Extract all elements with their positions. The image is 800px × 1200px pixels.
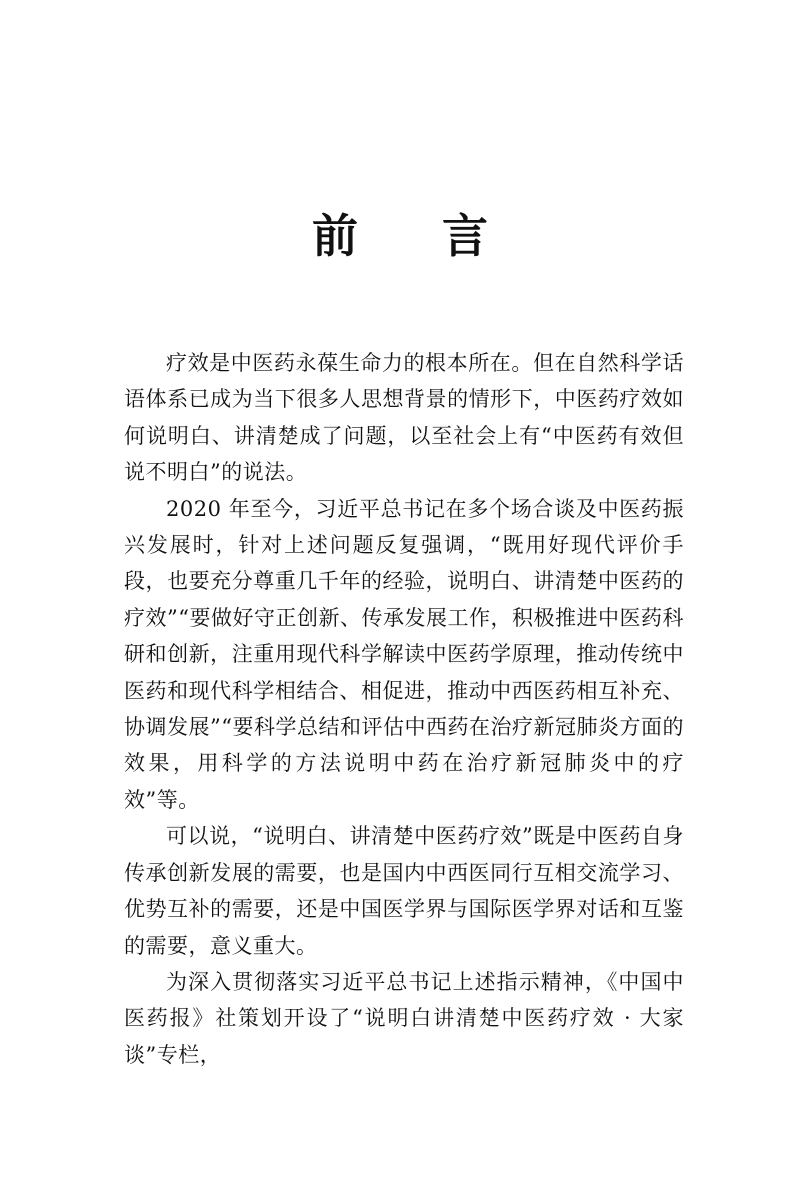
paragraph-1: 疗效是中医药永葆生命力的根本所在。但在自然科学话语体系已成为当下很多人思想背景的情形下，中医药疗效如何说明白、讲清楚成了问题，以至社会上有“中医药有效但说不明白”的说法。: [124, 351, 684, 485]
paragraph-3: 可以说，“说明白、讲清楚中医药疗效”既是中医药自身传承创新发展的需要，也是国内中西医同行互相交流学习、优势互补的需要，还是中国医学界与国际医学界对话和互鉴的需要，意义重大。: [124, 824, 684, 958]
page-title: 前 言: [311, 209, 522, 263]
body-text: [124, 345, 684, 1073]
paragraph-4: 为深入贯彻落实习近平总书记上述指示精神，《中国中医药报》社策划开设了“说明白讲清楚中医药疗效 · 大家谈”专栏，: [124, 969, 684, 1067]
paragraph-2: 2020 年至今，习近平总书记在多个场合谈及中医药振兴发展时，针对上述问题反复强调，“既用好现代评价手段，也要充分尊重几千年的经验，说明白、讲清楚中医药的疗效”“要做好守正创新、传承发展工作，积极推进中医药科研和创新，注重用现代科学解读中医药学原理，推动传统中医药和现代科学相结合、相促进，推动中西医药相互补充、协调发展”“要科学总结和评估中西药在治疗新冠肺炎方面的效果，用科学的方法说明中药在治疗新冠肺炎中的疗效”等。: [124, 496, 684, 812]
